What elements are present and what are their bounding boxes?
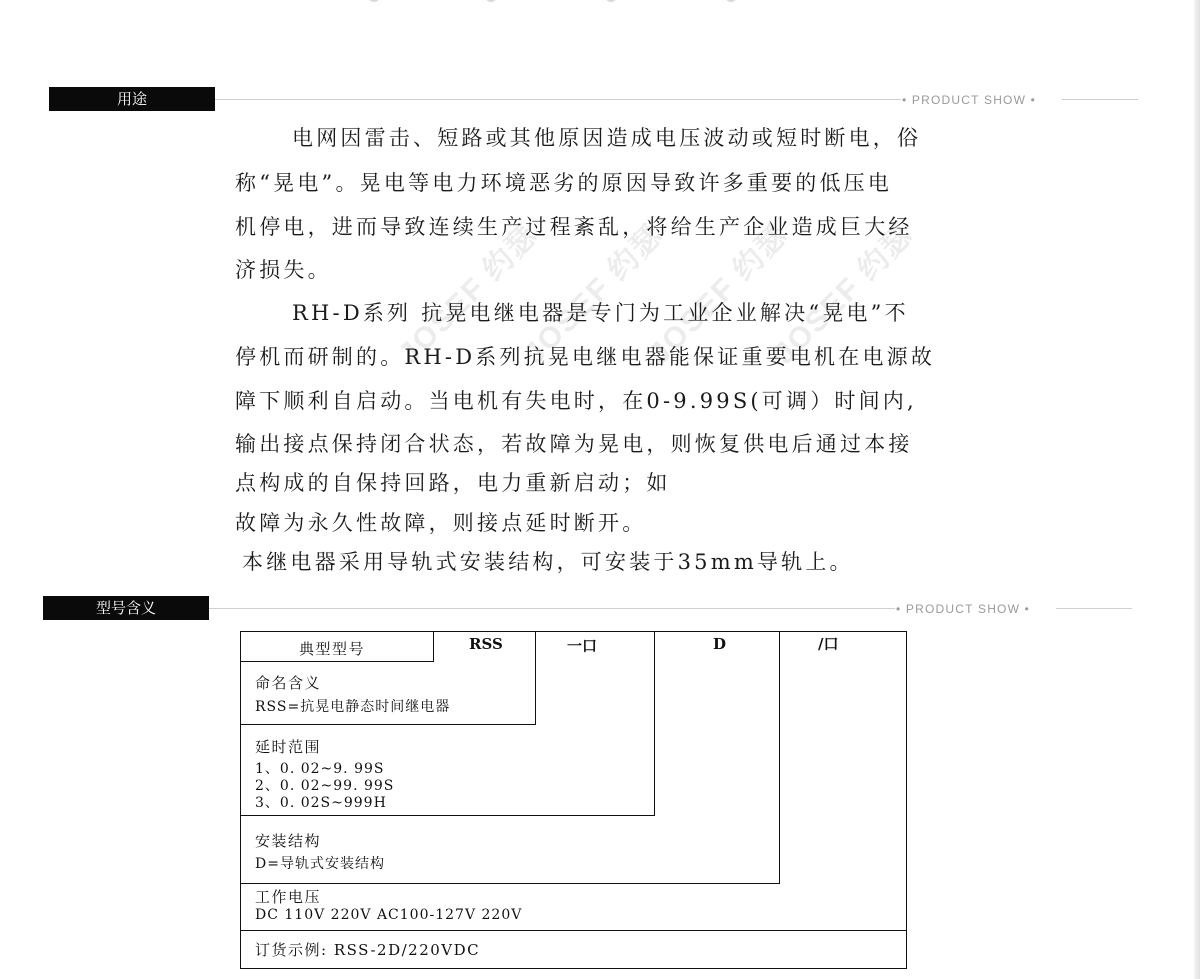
purpose-paragraph-line: 障下顺利自启动。当电机有失电时，在0-9.99S(可调）时间内, <box>235 389 917 413</box>
section-divider-purpose <box>215 99 901 100</box>
section-divider-model <box>209 608 895 609</box>
product-show-label-purpose: • PRODUCT SHOW • <box>902 93 1037 107</box>
purpose-paragraph-line: 济损失。 <box>235 258 332 282</box>
section-title-model: 型号含义 <box>43 596 209 620</box>
section-divider-model-right <box>1056 608 1132 609</box>
order-separator <box>240 930 907 932</box>
model-code-d: D <box>713 635 727 653</box>
delay-item: 1、0. 02~9. 99S <box>255 761 385 777</box>
purpose-paragraph-line: 停机而研制的。RH-D系列抗晃电继电器能保证重要电机在电源故 <box>235 345 936 369</box>
typical-model-label: 典型型号 <box>299 640 366 658</box>
model-code-voltage: /口 <box>818 635 839 653</box>
watermark: JOSEF 约瑟 <box>642 218 796 371</box>
watermark: JOSEF 约瑟 <box>392 218 546 371</box>
model-code-rss: RSS <box>469 635 503 653</box>
mount-desc: D=导轨式安装结构 <box>255 856 385 872</box>
model-code-range: 一口 <box>567 637 598 655</box>
delay-title: 延时范围 <box>255 738 322 756</box>
delay-item: 2、0. 02~99. 99S <box>255 778 395 794</box>
product-show-label-model: • PRODUCT SHOW • <box>896 602 1031 616</box>
delay-item: 3、0. 02S~999H <box>255 795 387 811</box>
purpose-paragraph-line: 机停电，进而导致连续生产过程紊乱，将给生产企业造成巨大经 <box>235 215 913 239</box>
purpose-paragraph-line: 电网因雷击、短路或其他原因造成电压波动或短时断电，俗 <box>292 126 922 150</box>
voltage-title: 工作电压 <box>255 888 322 906</box>
section-title-purpose: 用途 <box>49 87 215 111</box>
order-example: 订货示例: RSS-2D/220VDC <box>255 941 481 959</box>
purpose-paragraph-line: RH-D系列 抗晃电继电器是专门为工业企业解决“晃电”不 <box>292 301 909 325</box>
voltage-desc: DC 110V 220V AC100-127V 220V <box>255 907 523 923</box>
purpose-paragraph-line: 点构成的自保持回路，电力重新启动；如 <box>235 471 671 495</box>
purpose-paragraph-line: 输出接点保持闭合状态，若故障为晃电，则恢复供电后通过本接 <box>235 432 913 456</box>
watermark: JOSEF 约瑟 <box>517 218 671 371</box>
top-decoration <box>0 0 1200 6</box>
purpose-paragraph-line: 称“晃电”。晃电等电力环境恶劣的原因导致许多重要的低压电 <box>235 171 893 195</box>
page-edge <box>1194 0 1200 979</box>
purpose-paragraph-line: 故障为永久性故障，则接点延时断开。 <box>235 511 647 535</box>
naming-title: 命名含义 <box>255 674 322 692</box>
mount-title: 安装结构 <box>255 832 322 850</box>
naming-desc: RSS=抗晃电静态时间继电器 <box>255 699 451 715</box>
section-divider-purpose-right <box>1062 99 1138 100</box>
watermark: JOSEF 约瑟 <box>767 218 921 371</box>
purpose-paragraph-line: 本继电器采用导轨式安装结构，可安装于35mm导轨上。 <box>242 550 854 574</box>
